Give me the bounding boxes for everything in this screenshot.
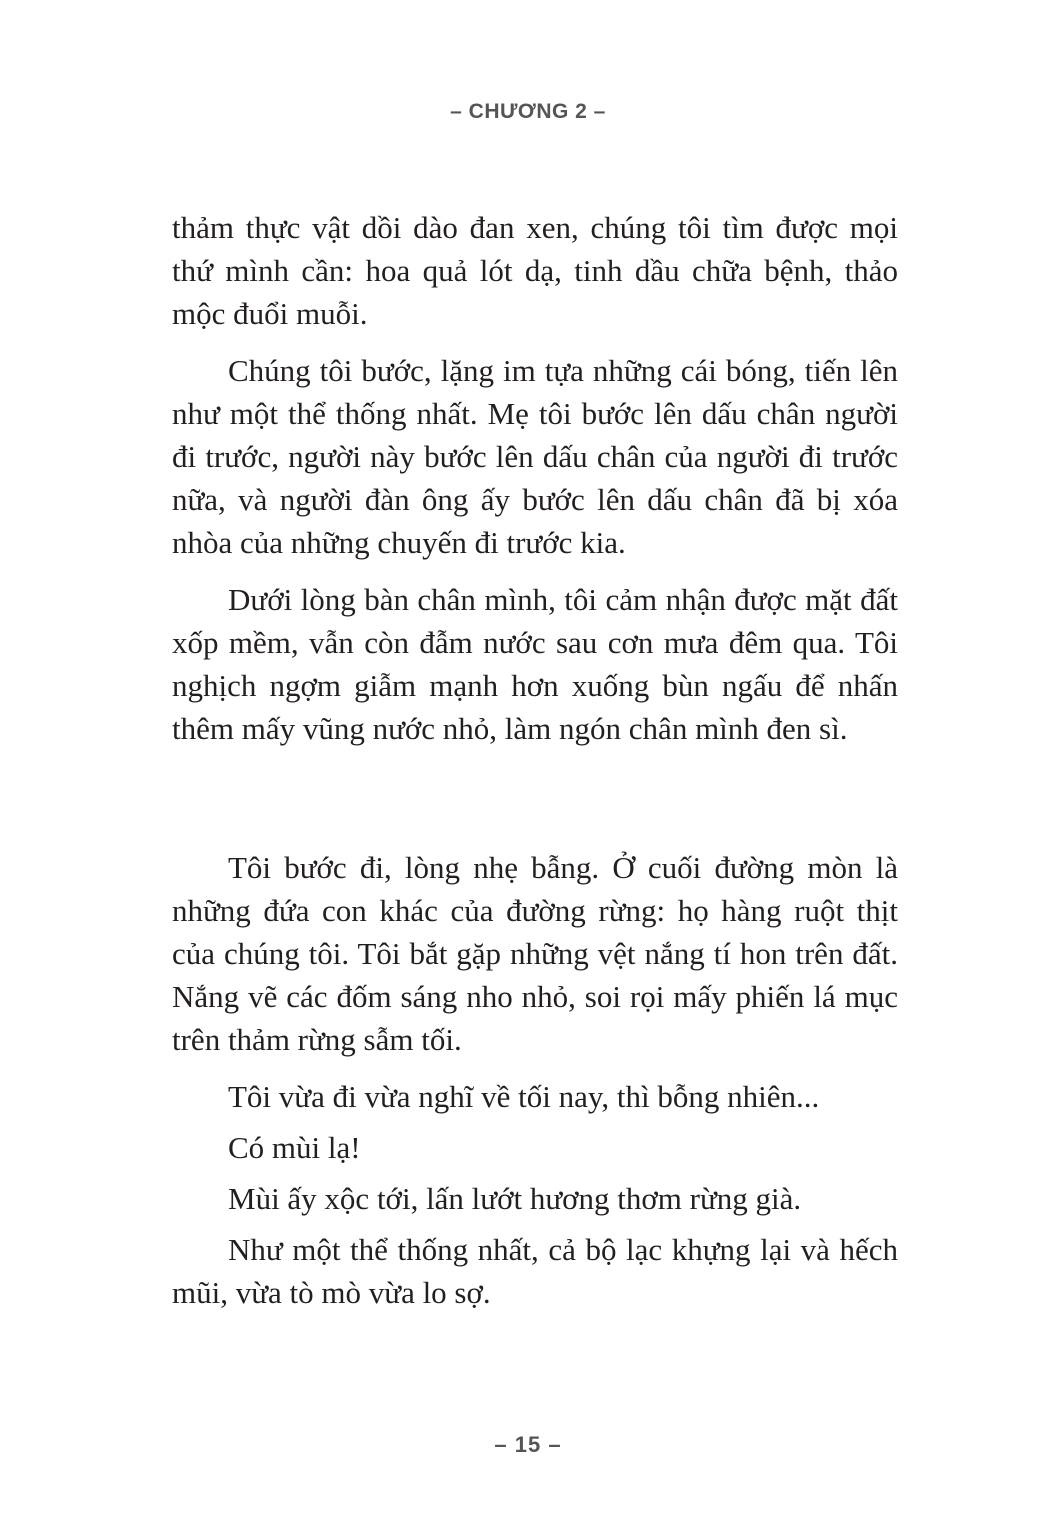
paragraph-8: Như một thể thống nhất, cả bộ lạc khựng lại và hếch mũi, vừa tò mò vừa lo sợ. — [172, 1232, 898, 1310]
paragraph-2: Chúng tôi bước, lặng im tựa những cái bóng, tiến lên như một thể thống nhất. Mẹ tôi bước lên dấu chân người đi trước, người này bước lên dấu chân của người đi trước nữa, và người đàn ông ấy bước lên dấu chân đã bị xóa nhòa của những chuyến đi trước kia. — [172, 353, 898, 560]
paragraph-6: Có mùi lạ! — [228, 1130, 361, 1165]
text-section-2 — [172, 846, 898, 1328]
paragraph-7: Mùi ấy xộc tới, lấn lướt hương thơm rừng già. — [228, 1181, 802, 1216]
text-section-1 — [172, 206, 898, 764]
page-number: – 15 – — [494, 1432, 562, 1457]
paragraph-5: Tôi vừa đi vừa nghĩ về tối nay, thì bỗng nhiên... — [228, 1079, 820, 1114]
paragraph-4: Tôi bước đi, lòng nhẹ bẫng. Ở cuối đường mòn là những đứa con khác của đường rừng: họ hàng ruột thịt của chúng tôi. Tôi bắt gặp những vệt nắng tí hon trên đất. Nắng vẽ các đốm sáng nho nhỏ, soi rọi mấy phiến lá mục trên thảm rừng sẫm tối. — [172, 850, 898, 1057]
paragraph-3: Dưới lòng bàn chân mình, tôi cảm nhận được mặt đất xốp mềm, vẫn còn đẫm nước sau cơn mưa đêm qua. Tôi nghịch ngợm giẫm mạnh hơn xuống bùn ngấu để nhấn thêm mấy vũng nước nhỏ, làm ngón chân mình đen sì. — [172, 582, 898, 746]
paragraph-1: thảm thực vật dồi dào đan xen, chúng tôi tìm được mọi thứ mình cần: hoa quả lót dạ, tinh dầu chữa bệnh, thảo mộc đuổi muỗi. — [172, 210, 898, 331]
chapter-header: – CHƯƠNG 2 – — [450, 100, 606, 123]
